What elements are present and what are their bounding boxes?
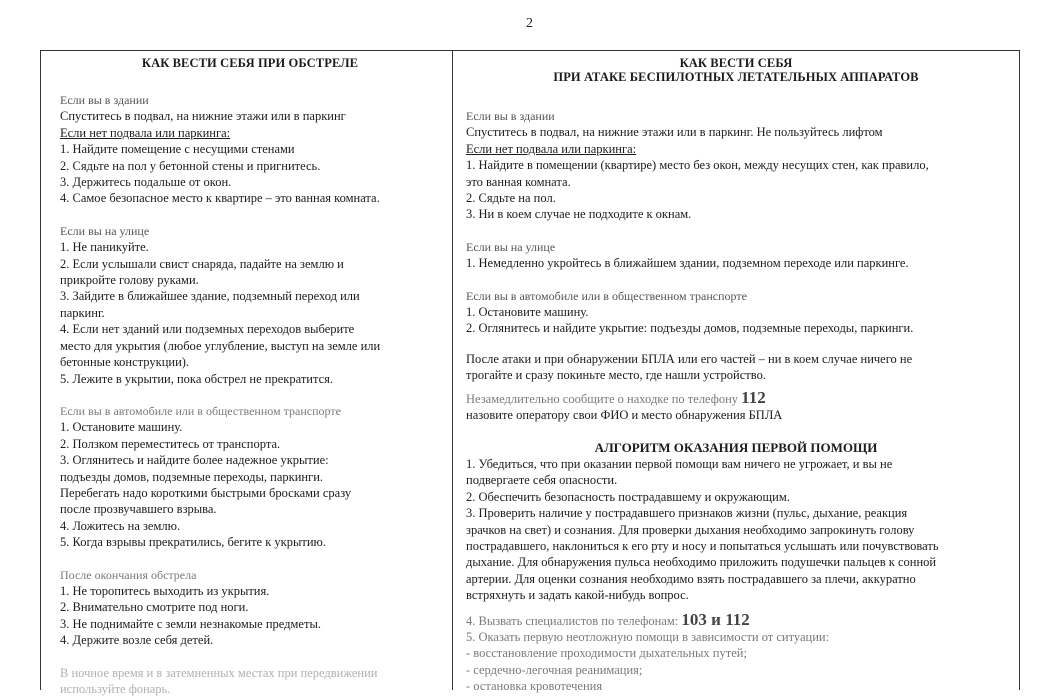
right-report-line2: назовите оператору свои ФИО и место обнаружения БПЛА — [466, 408, 783, 423]
list-item: 1. Не паникуйте. — [60, 240, 149, 255]
right-car-subhead: Если вы в автомобиле или в общественном транспорте — [466, 288, 747, 303]
page-number: 2 — [526, 16, 533, 31]
first-aid-call — [466, 609, 1006, 629]
list-item: подъезды домов, подземные переходы, паркинги. — [60, 469, 324, 484]
list-item: 1. Найдите в помещении (квартире) место без окон, между несущих стен, как правило, — [466, 158, 929, 173]
list-item: 3. Проверить наличие у пострадавшего признаков жизни (пульс, дыхание, реакция — [466, 506, 908, 521]
left-street-subhead: Если вы на улице — [60, 223, 150, 238]
left-after-subhead: После окончания обстрела — [60, 567, 197, 582]
list-item: 3. Ни в коем случае не подходите к окнам. — [466, 207, 692, 222]
list-item: дыхание. Для обнаружения пульса необходимо приложить подушечки пальцев к сонной — [466, 555, 937, 570]
right-detect-line1: После атаки и при обнаружении БПЛА или его частей – ни в коем случае ничего не — [466, 351, 913, 366]
right-building-subhead: Если вы в здании — [466, 109, 555, 123]
left-column — [60, 50, 440, 697]
left-footer-line2: используйте фонарь. — [60, 682, 171, 696]
list-item: 2. Если услышали свист снаряда, падайте на землю и — [60, 256, 344, 271]
left-car-subhead: Если вы в автомобиле или в общественном транспорте — [60, 403, 341, 418]
list-item: - восстановление проходимости дыхательных путей; — [466, 646, 747, 661]
list-item: 2. Сядьте на пол у бетонной стены и пригнитесь. — [60, 158, 321, 173]
list-item: 1. Остановите машину. — [60, 420, 183, 435]
list-item: 5. Лежите в укрытии, пока обстрел не прекратится. — [60, 371, 334, 386]
list-item: 3. Держитесь подальше от окон. — [60, 175, 232, 190]
list-item: артерии. Для оценки сознания необходимо взять пострадавшего за плечи, аккуратно — [466, 571, 916, 586]
right-report-number: 112 — [741, 387, 766, 407]
right-report-line1 — [466, 387, 1006, 407]
list-item: пострадавшего, наклониться к его рту и носу и попытаться услышать или почувствовать — [466, 538, 939, 553]
list-item: встряхнуть и задать какой-нибудь вопрос. — [466, 588, 689, 603]
list-item: 2. Сядьте на пол. — [466, 191, 556, 206]
list-item: 2. Внимательно смотрите под ноги. — [60, 600, 249, 615]
list-item: 1. Остановите машину. — [466, 305, 589, 320]
right-title-line1: КАК ВЕСТИ СЕБЯ — [679, 56, 793, 70]
list-item: 2. Ползком переместитесь от транспорта. — [60, 436, 281, 451]
first-aid-call-text: 4. Вызвать специалистов по телефонам: — [466, 613, 679, 628]
list-item: подвергаете себя опасности. — [466, 473, 618, 488]
list-item: 2. Обеспечить безопасность пострадавшему и окружающим. — [466, 489, 790, 504]
right-column — [466, 50, 1006, 695]
list-item: 1. Убедиться, что при оказании первой помощи вам ничего не угрожает, и вы не — [466, 456, 893, 471]
list-item: - остановка кровотечения — [466, 679, 603, 694]
right-report-text: Незамедлительно сообщите о находке по телефону — [466, 391, 739, 406]
list-item: 1. Не торопитесь выходить из укрытия. — [60, 583, 270, 598]
right-building-line1: Спуститесь в подвал, на нижние этажи или в паркинг. Не пользуйтесь лифтом — [466, 125, 883, 140]
list-item: 3. Зайдите в ближайшее здание, подземный переход или — [60, 289, 360, 304]
list-item: бетонные конструкции). — [60, 355, 190, 370]
list-item: 4. Держите возле себя детей. — [60, 633, 214, 648]
list-item: 4. Ложитесь на землю. — [60, 518, 181, 533]
list-item: это ванная комната. — [466, 174, 571, 189]
first-aid-call-numbers: 103 и 112 — [681, 609, 750, 629]
left-footer-line1: В ночное время и в затемненных местах при передвижении — [60, 665, 378, 680]
list-item: 4. Самое безопасное место к квартире – это ванная комната. — [60, 191, 380, 206]
right-detect-line2: трогайте и сразу покиньте место, где нашли устройство. — [466, 368, 766, 383]
list-item: Перебегать надо короткими быстрыми бросками сразу — [60, 485, 352, 500]
list-item: 4. Если нет зданий или подземных переходов выберите — [60, 322, 355, 337]
list-item: после прозвучавшего взрыва. — [60, 502, 217, 517]
list-item: зрачков на свет) и сознания. Для проверки дыхания необходимо запрокинуть голову — [466, 522, 915, 537]
list-item: 2. Оглянитесь и найдите укрытие: подъезды домов, подземные переходы, паркинги. — [466, 321, 914, 336]
right-street-subhead: Если вы на улице — [466, 239, 556, 254]
list-item: прикройте голову руками. — [60, 273, 199, 288]
first-aid-title: АЛГОРИТМ ОКАЗАНИЯ ПЕРВОЙ ПОМОЩИ — [594, 439, 878, 455]
left-building-subhead: Если вы в здании — [60, 93, 149, 107]
left-title: КАК ВЕСТИ СЕБЯ ПРИ ОБСТРЕЛЕ — [141, 56, 359, 70]
left-building-line1: Спуститесь в подвал, на нижние этажи или в паркинг — [60, 109, 346, 124]
column-divider — [452, 50, 453, 690]
list-item: место для укрытия (любое углубление, выступ на земле или — [60, 338, 381, 353]
list-item: 3. Оглянитесь и найдите более надежное укрытие: — [60, 453, 329, 468]
list-item: паркинг. — [60, 305, 105, 320]
list-item: 5. Оказать первую неотложную помощи в зависимости от ситуации: — [466, 629, 830, 644]
right-title-line2: ПРИ АТАКЕ БЕСПИЛОТНЫХ ЛЕТАТЕЛЬНЫХ АППАРАТОВ — [553, 70, 919, 84]
list-item: 1. Найдите помещение с несущими стенами — [60, 142, 295, 157]
list-item: - сердечно-легочная реанимация; — [466, 662, 643, 677]
list-item: 5. Когда взрывы прекратились, бегите к укрытию. — [60, 535, 327, 550]
list-item: 3. Не поднимайте с земли незнакомые предметы. — [60, 616, 321, 631]
left-no-basement: Если нет подвала или паркинга: — [60, 125, 231, 140]
list-item: 1. Немедленно укройтесь в ближайшем здании, подземном переходе или паркинге. — [466, 256, 909, 271]
right-no-basement: Если нет подвала или паркинга: — [466, 141, 637, 156]
